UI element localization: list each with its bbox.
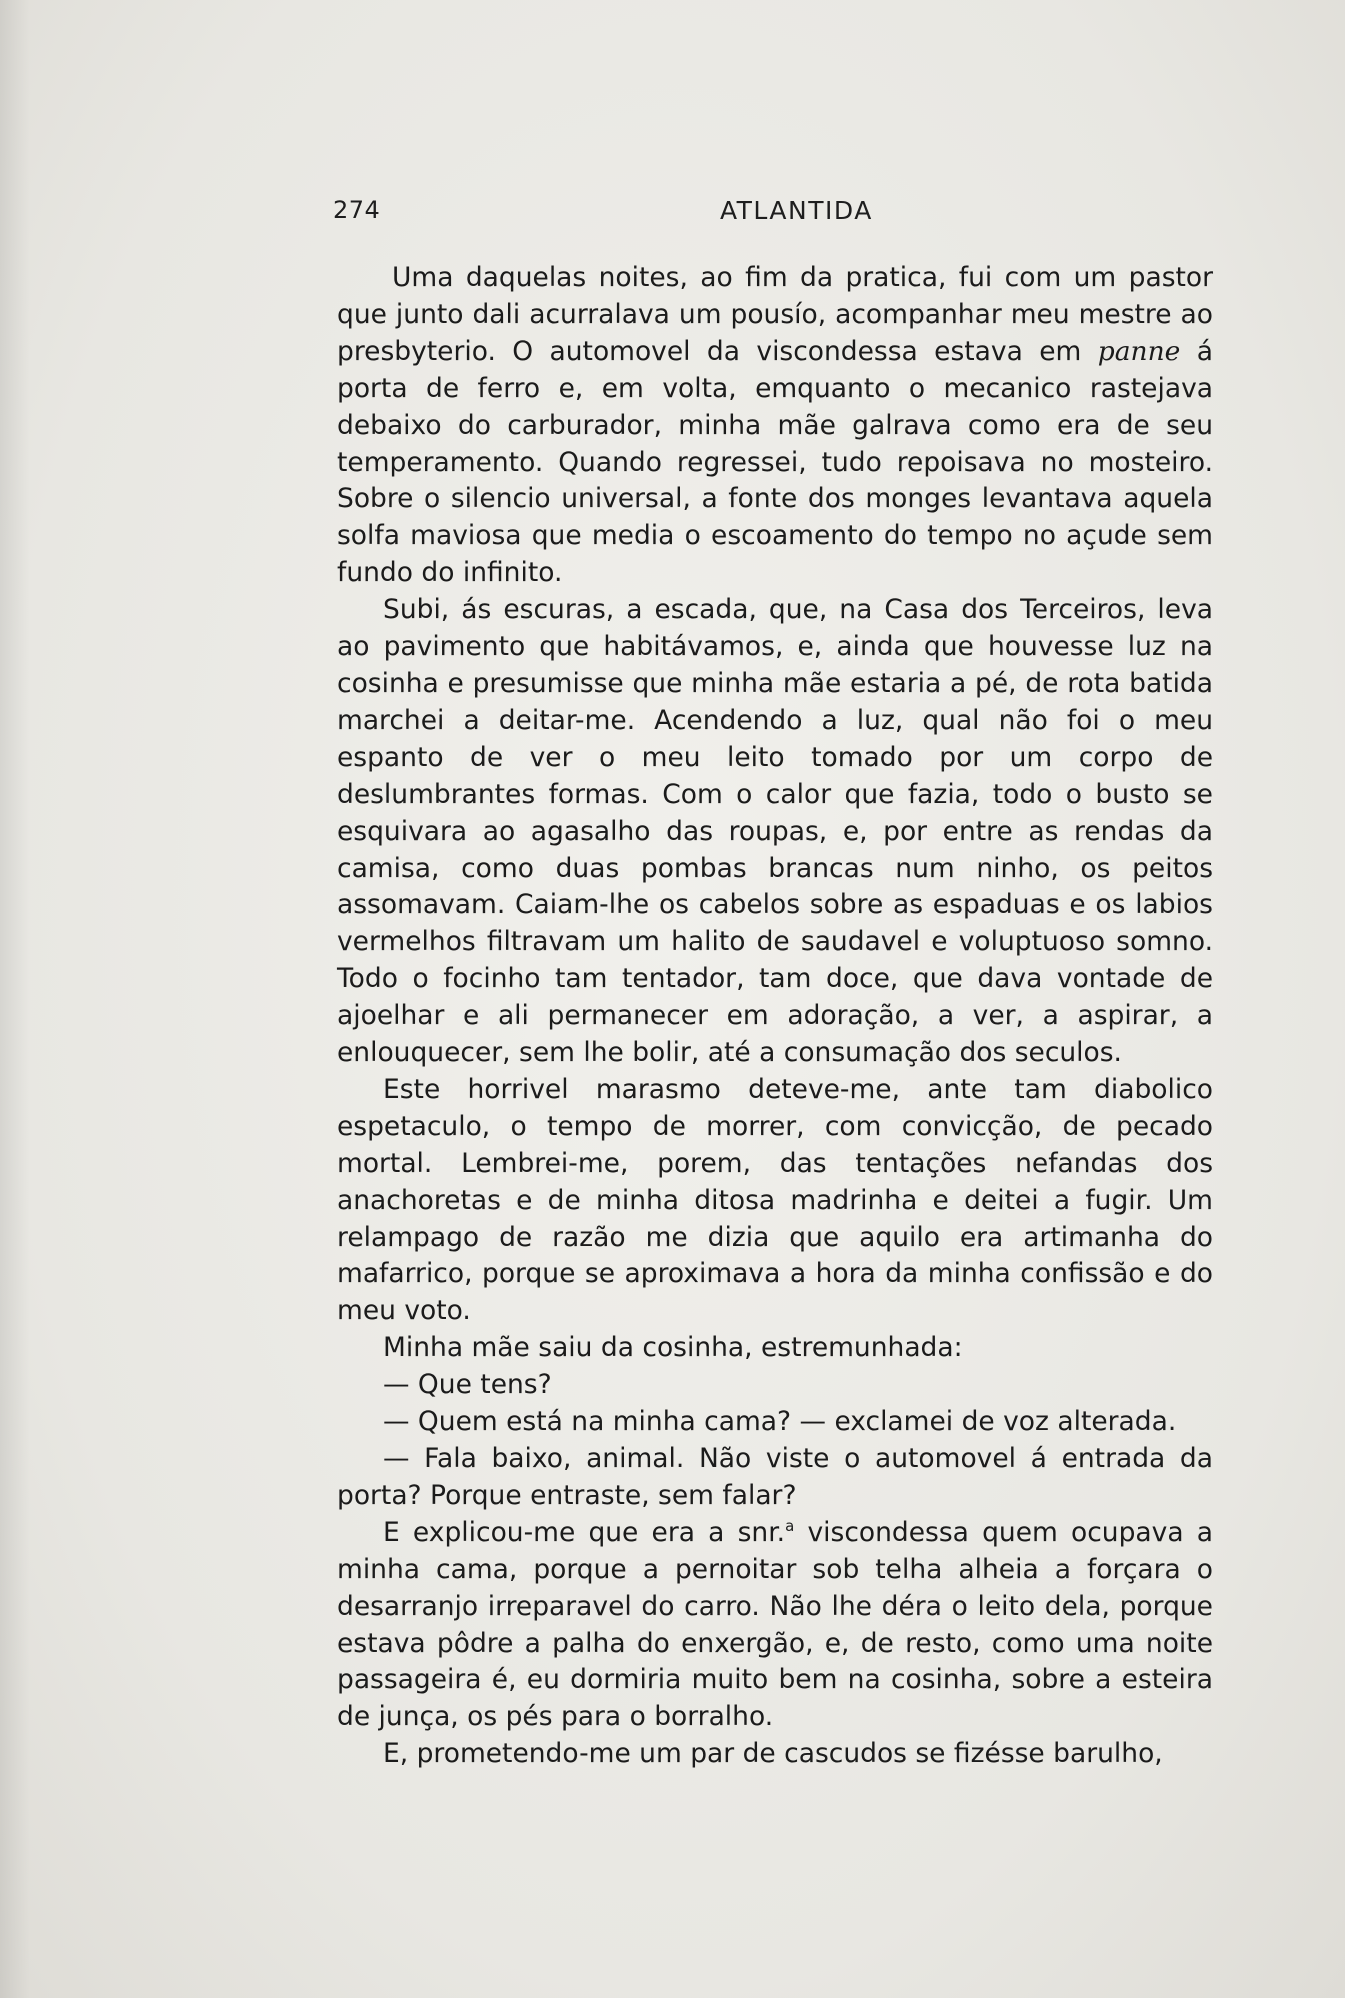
text-run: Uma daquelas noites, ao fim da pratica, fui com um pastor que junto dali acurralava um pousío, acompanhar meu mestre ao presbyterio. O automovel da viscondessa estava em (337, 262, 1213, 367)
text-run: — Que tens? (383, 1369, 552, 1401)
superscript-text: a (785, 1516, 795, 1535)
running-title: ATLANTIDA (720, 196, 873, 225)
paragraph (337, 1072, 1213, 1330)
text-run: — Fala baixo, animal. Não viste o automovel á entrada da porta? Porque entraste, sem falar? (337, 1443, 1213, 1511)
text-run: E explicou-me que era a snr. (383, 1516, 786, 1548)
paragraph (337, 1515, 1213, 1736)
text-run: Minha mãe saiu da cosinha, estremunhada: (383, 1332, 963, 1364)
page-edge-shadow (0, 0, 30, 1998)
paragraph (337, 592, 1213, 1072)
paragraph (337, 1330, 1213, 1367)
text-run: E, prometendo-me um par de cascudos se fizésse barulho, (383, 1738, 1163, 1770)
dialogue-line (337, 1404, 1213, 1441)
text-run: viscondessa quem ocupava a minha cama, porque a pernoitar sob telha alheia a forçara o desarranjo irreparavel do carro. Não lhe déra o leito dela, porque estava pôdre a palha do enxergão, e, de resto, como uma noite passageira é, eu dormiria muito bem na cosinha, sobre a esteira de junça, os pés para o borralho. (337, 1516, 1213, 1733)
paragraph (337, 260, 1213, 592)
italic-text-run: panne (1097, 335, 1181, 367)
page-header (333, 196, 1213, 236)
dialogue-line (337, 1367, 1213, 1404)
body-text (337, 260, 1213, 1773)
text-run: Subi, ás escuras, a escada, que, na Casa dos Terceiros, leva ao pavimento que habitávamos, e, ainda que houvesse luz na cosinha e presumisse que minha mãe estaria a pé, de rota batida marchei a deitar-me. Acendendo a luz, qual não foi o meu espanto de ver o meu leito tomado por um corpo de deslumbrantes formas. Com o calor que fazia, todo o busto se esquivara ao agasalho das roupas, e, por entre as rendas da camisa, como duas pombas brancas num ninho, os peitos assomavam. Caiam-lhe os cabelos sobre as espaduas e os labios vermelhos filtravam um halito de saudavel e voluptuoso somno. Todo o focinho tam tentador, tam doce, que dava vontade de ajoelhar e ali permanecer em adoração, a ver, a aspirar, a enlouquecer, sem lhe bolir, até a consumação dos seculos. (337, 594, 1213, 1069)
text-run: Este horrivel marasmo deteve-me, ante tam diabolico espetaculo, o tempo de morrer, com convicção, de pecado mortal. Lembrei-me, porem, das tentações nefandas dos anachoretas e de minha ditosa madrinha e deitei a fugir. Um relampago de razão me dizia que aquilo era artimanha do mafarrico, porque se aproximava a hora da minha confissão e do meu voto. (337, 1073, 1213, 1327)
text-run: — Quem está na minha cama? — exclamei de voz alterada. (383, 1406, 1177, 1438)
paragraph (337, 1736, 1213, 1773)
dialogue-line (337, 1441, 1213, 1515)
page-number: 274 (333, 196, 381, 224)
text-run: á porta de ferro e, em volta, emquanto o mecanico rastejava debaixo do carburador, minha mãe galrava como era de seu temperamento. Quando regressei, tudo repoisava no mosteiro. Sobre o silencio universal, a fonte dos monges levantava aquela solfa maviosa que media o escoamento do tempo no açude sem fundo do infinito. (337, 335, 1213, 589)
